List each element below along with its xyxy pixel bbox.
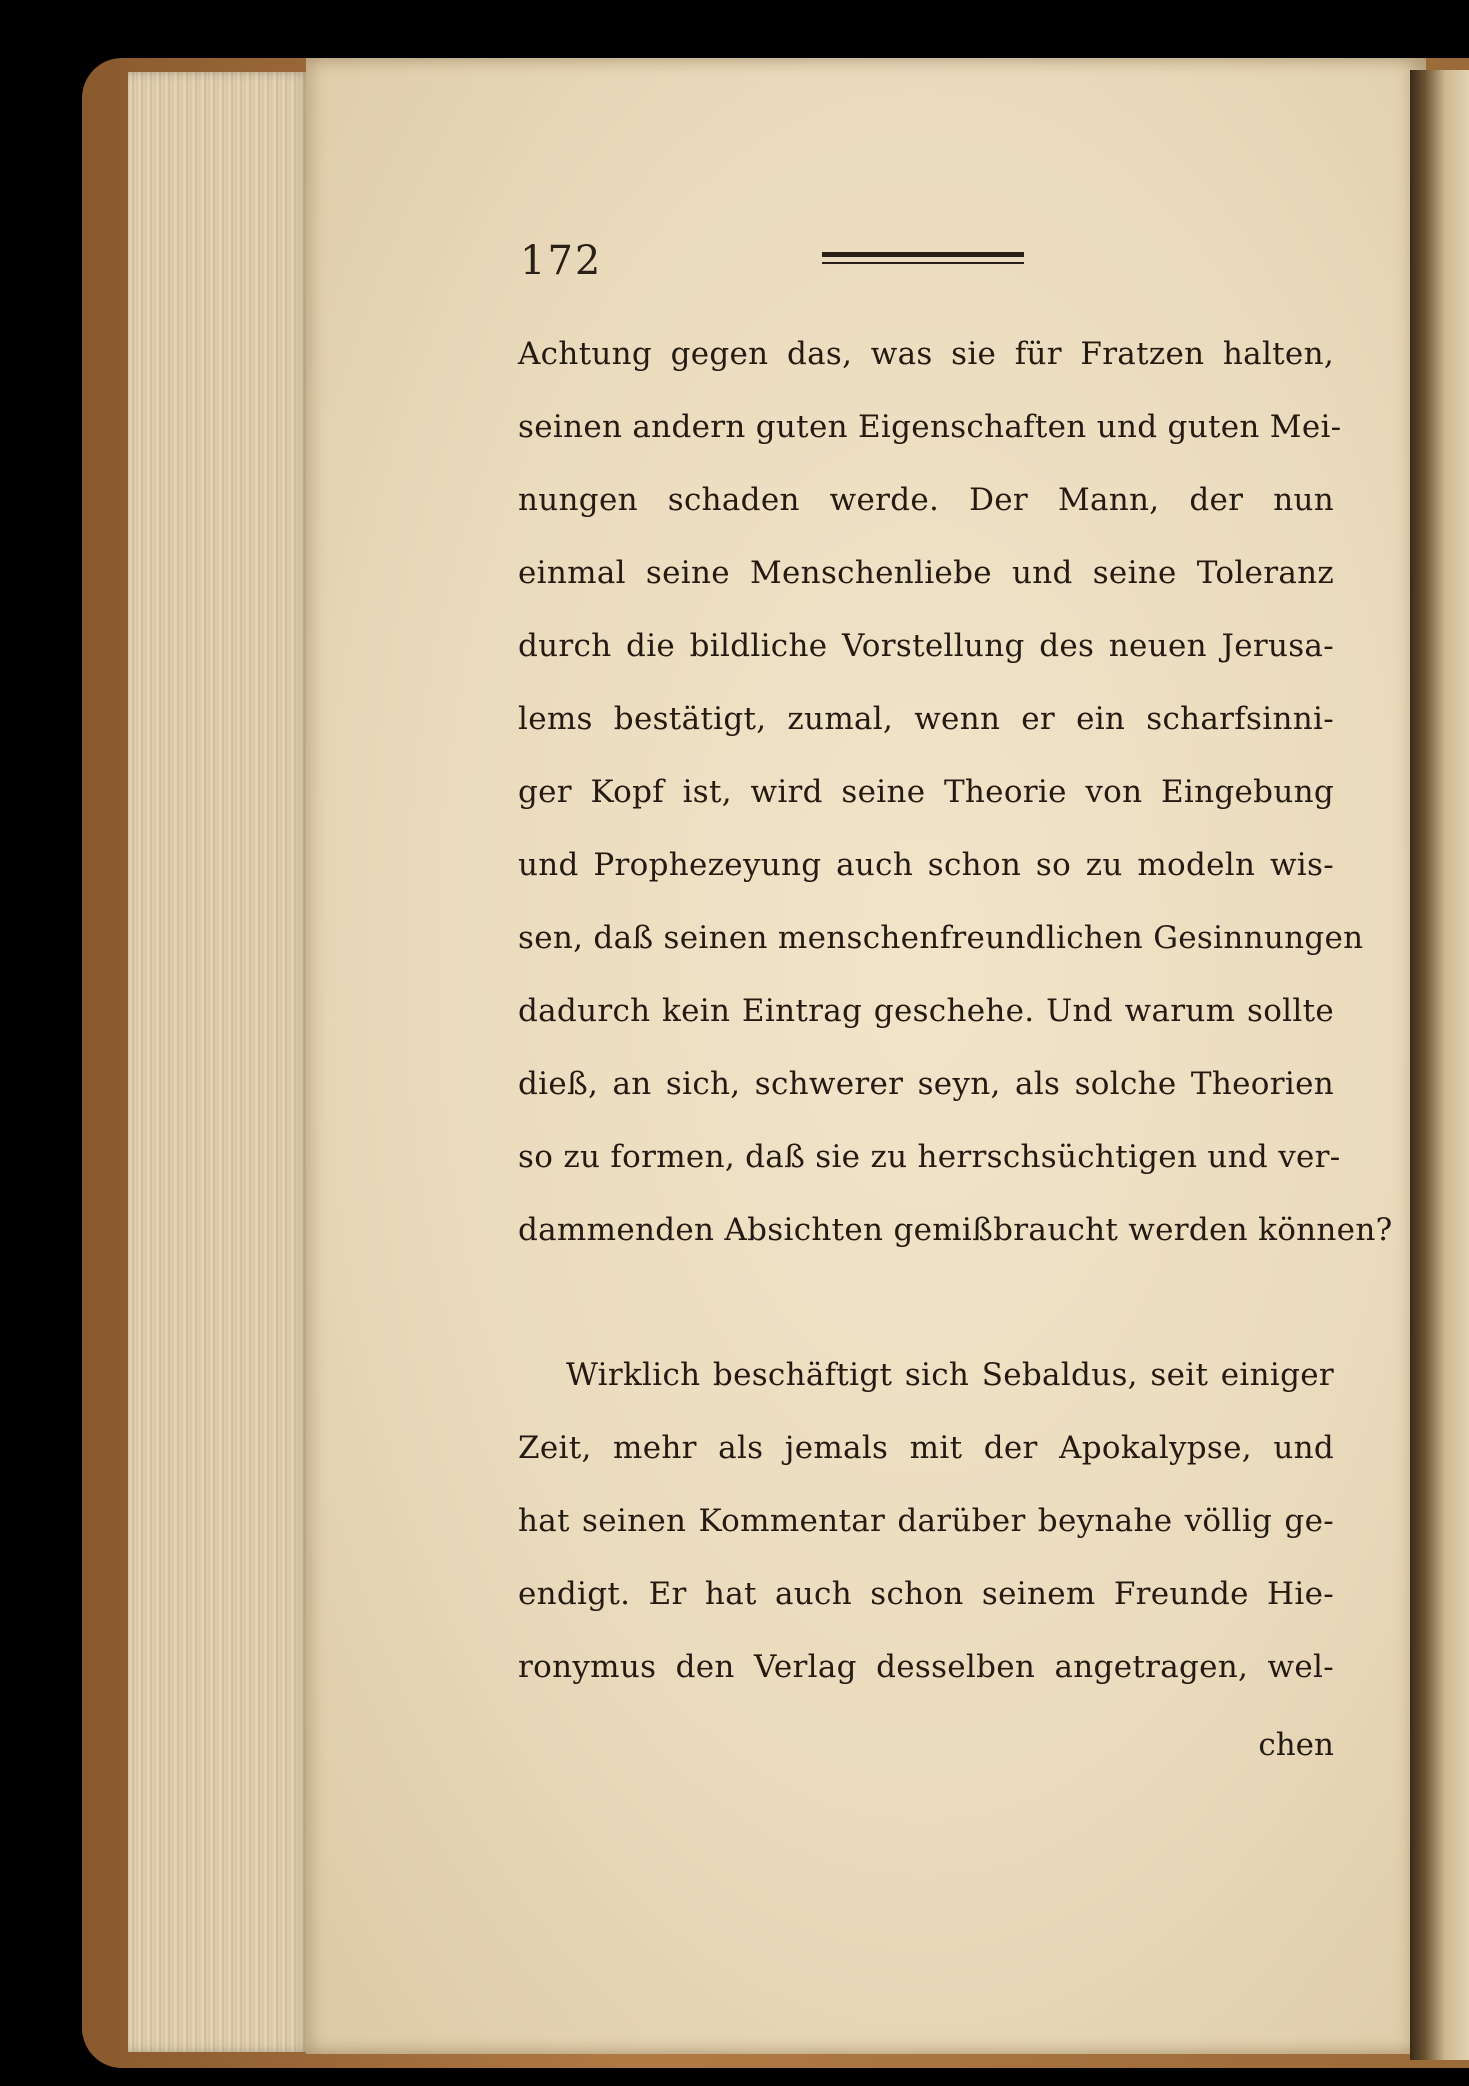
text-line: so zu formen, daß sie zu herrschsüchtigen und ver- <box>518 1139 1341 1175</box>
header-rule-thick <box>822 252 1024 257</box>
page-number: 172 <box>520 238 603 284</box>
catchword: chen <box>1258 1727 1334 1763</box>
text-line: Wirklich beschäftigt sich Sebaldus, seit einiger <box>566 1357 1334 1393</box>
book-gutter <box>1410 70 1469 2060</box>
text-line: ronymus den Verlag desselben angetragen, wel- <box>518 1649 1334 1685</box>
text-line: Zeit, mehr als jemals mit der Apokalypse, und <box>518 1430 1334 1466</box>
text-line: einmal seine Menschenliebe und seine Toleranz <box>518 555 1334 591</box>
text-line: ger Kopf ist, wird seine Theorie von Eingebung <box>518 774 1334 810</box>
text-line: dieß, an sich, schwerer seyn, als solche Theorien <box>518 1066 1334 1102</box>
text-line: sen, daß seinen menschenfreundlichen Gesinnungen <box>518 920 1364 956</box>
text-line: dadurch kein Eintrag geschehe. Und warum sollte <box>518 993 1334 1029</box>
header-rule <box>822 252 1024 266</box>
paragraph-2 <box>518 1339 1334 1704</box>
text-line: seinen andern guten Eigenschaften und guten Mei- <box>518 409 1342 445</box>
text-line: dammenden Absichten gemißbraucht werden können? <box>518 1212 1393 1248</box>
text-line: lems bestätigt, zumal, wenn er ein scharfsinni- <box>518 701 1334 737</box>
header-rule-thin <box>822 262 1024 264</box>
text-line: durch die bildliche Vorstellung des neuen Jerusa- <box>518 628 1334 664</box>
paragraph-1 <box>518 318 1393 1267</box>
page-edges <box>128 72 310 2052</box>
text-line: hat seinen Kommentar darüber beynahe völlig ge- <box>518 1503 1334 1539</box>
text-line: und Prophezeyung auch schon so zu modeln wis- <box>518 847 1334 883</box>
text-line: Achtung gegen das, was sie für Fratzen halten, <box>518 336 1334 372</box>
text-line: endigt. Er hat auch schon seinem Freunde Hie- <box>518 1576 1334 1612</box>
text-line: nungen schaden werde. Der Mann, der nun <box>518 482 1334 518</box>
